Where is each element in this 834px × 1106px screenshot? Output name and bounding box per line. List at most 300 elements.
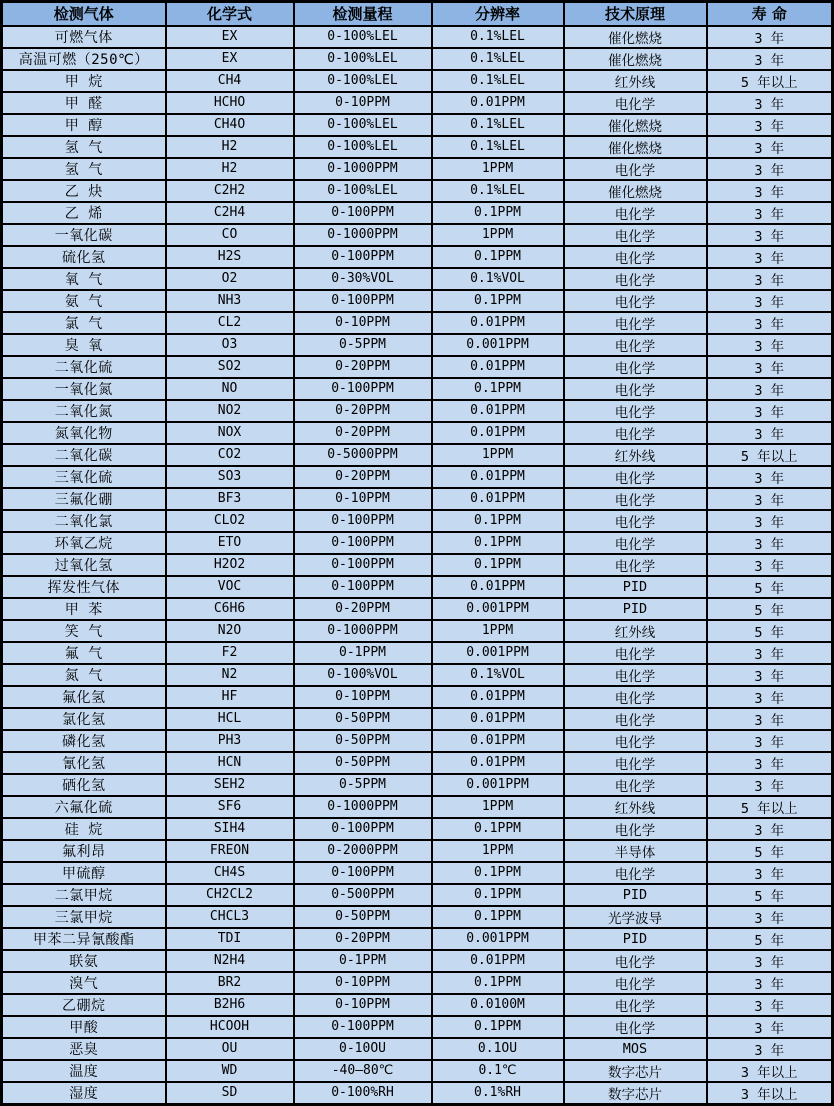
- resolution-cell: 0.01PPM: [432, 422, 564, 444]
- lifespan-cell: 3 年以上: [707, 1082, 833, 1105]
- gas-name-cell: 二氧化碳: [2, 444, 166, 466]
- formula-cell: SIH4: [166, 818, 294, 840]
- resolution-cell: 0.1PPM: [432, 246, 564, 268]
- formula-cell: N2: [166, 664, 294, 686]
- resolution-cell: 1PPM: [432, 224, 564, 246]
- lifespan-cell: 5 年: [707, 884, 833, 906]
- range-cell: 0-20PPM: [294, 356, 432, 378]
- table-row: [2, 1038, 833, 1060]
- table-row: [2, 488, 833, 510]
- gas-name-cell: 温度: [2, 1060, 166, 1082]
- principle-cell: 电化学: [564, 158, 707, 180]
- principle-cell: 电化学: [564, 774, 707, 796]
- range-cell: 0-50PPM: [294, 906, 432, 928]
- resolution-cell: 0.1%LEL: [432, 48, 564, 70]
- table-row: [2, 422, 833, 444]
- formula-cell: SEH2: [166, 774, 294, 796]
- table-row: [2, 598, 833, 620]
- resolution-cell: 0.1PPM: [432, 972, 564, 994]
- gas-name-cell: 高温可燃（250℃）: [2, 48, 166, 70]
- lifespan-cell: 3 年: [707, 862, 833, 884]
- principle-cell: 电化学: [564, 1016, 707, 1038]
- principle-cell: 电化学: [564, 510, 707, 532]
- table-row: [2, 114, 833, 136]
- table-row: [2, 752, 833, 774]
- formula-cell: H2S: [166, 246, 294, 268]
- resolution-cell: 0.1PPM: [432, 862, 564, 884]
- principle-cell: 催化燃烧: [564, 114, 707, 136]
- header-principle: 技术原理: [564, 2, 707, 26]
- table-row: [2, 290, 833, 312]
- range-cell: 0-5PPM: [294, 334, 432, 356]
- lifespan-cell: 5 年以上: [707, 444, 833, 466]
- resolution-cell: 0.1%LEL: [432, 136, 564, 158]
- gas-name-cell: 三氯甲烷: [2, 906, 166, 928]
- gas-name-cell: 二氯甲烷: [2, 884, 166, 906]
- lifespan-cell: 5 年: [707, 576, 833, 598]
- formula-cell: CLO2: [166, 510, 294, 532]
- table-row: [2, 532, 833, 554]
- principle-cell: 电化学: [564, 950, 707, 972]
- range-cell: 0-2000PPM: [294, 840, 432, 862]
- lifespan-cell: 3 年: [707, 906, 833, 928]
- lifespan-cell: 3 年: [707, 136, 833, 158]
- principle-cell: 红外线: [564, 70, 707, 92]
- table-row: [2, 334, 833, 356]
- gas-name-cell: 氟化氢: [2, 686, 166, 708]
- range-cell: 0-50PPM: [294, 752, 432, 774]
- gas-name-cell: 恶臭: [2, 1038, 166, 1060]
- range-cell: 0-100PPM: [294, 378, 432, 400]
- resolution-cell: 0.1%VOL: [432, 664, 564, 686]
- principle-cell: 电化学: [564, 730, 707, 752]
- range-cell: 0-100PPM: [294, 576, 432, 598]
- table-row: [2, 224, 833, 246]
- formula-cell: FREON: [166, 840, 294, 862]
- gas-name-cell: 甲 醛: [2, 92, 166, 114]
- gas-name-cell: 甲 烷: [2, 70, 166, 92]
- principle-cell: 光学波导: [564, 906, 707, 928]
- formula-cell: H2O2: [166, 554, 294, 576]
- principle-cell: 电化学: [564, 290, 707, 312]
- gas-name-cell: 硒化氢: [2, 774, 166, 796]
- formula-cell: CH2CL2: [166, 884, 294, 906]
- range-cell: 0-100PPM: [294, 532, 432, 554]
- lifespan-cell: 5 年以上: [707, 70, 833, 92]
- resolution-cell: 0.1PPM: [432, 884, 564, 906]
- gas-name-cell: 二氧化硫: [2, 356, 166, 378]
- resolution-cell: 1PPM: [432, 620, 564, 642]
- table-row: [2, 312, 833, 334]
- table-row: [2, 400, 833, 422]
- principle-cell: 红外线: [564, 444, 707, 466]
- formula-cell: TDI: [166, 928, 294, 950]
- resolution-cell: 0.1PPM: [432, 202, 564, 224]
- table-row: [2, 1082, 833, 1105]
- lifespan-cell: 3 年: [707, 334, 833, 356]
- gas-name-cell: 溴气: [2, 972, 166, 994]
- range-cell: 0-50PPM: [294, 730, 432, 752]
- formula-cell: O3: [166, 334, 294, 356]
- principle-cell: 电化学: [564, 818, 707, 840]
- range-cell: 0-50PPM: [294, 708, 432, 730]
- resolution-cell: 1PPM: [432, 158, 564, 180]
- principle-cell: MOS: [564, 1038, 707, 1060]
- lifespan-cell: 3 年: [707, 488, 833, 510]
- lifespan-cell: 3 年: [707, 708, 833, 730]
- gas-name-cell: 甲苯二异氰酸酯: [2, 928, 166, 950]
- formula-cell: NO: [166, 378, 294, 400]
- formula-cell: F2: [166, 642, 294, 664]
- range-cell: 0-30%VOL: [294, 268, 432, 290]
- lifespan-cell: 3 年: [707, 48, 833, 70]
- gas-name-cell: 氯化氢: [2, 708, 166, 730]
- formula-cell: BF3: [166, 488, 294, 510]
- gas-name-cell: 氧 气: [2, 268, 166, 290]
- resolution-cell: 0.1%LEL: [432, 70, 564, 92]
- principle-cell: 催化燃烧: [564, 180, 707, 202]
- formula-cell: C2H2: [166, 180, 294, 202]
- table-row: [2, 730, 833, 752]
- lifespan-cell: 3 年以上: [707, 1060, 833, 1082]
- lifespan-cell: 3 年: [707, 180, 833, 202]
- gas-name-cell: 联氨: [2, 950, 166, 972]
- resolution-cell: 0.01PPM: [432, 466, 564, 488]
- formula-cell: NO2: [166, 400, 294, 422]
- principle-cell: 电化学: [564, 994, 707, 1016]
- range-cell: 0-5000PPM: [294, 444, 432, 466]
- table-row: [2, 906, 833, 928]
- gas-name-cell: 氰化氢: [2, 752, 166, 774]
- range-cell: 0-10PPM: [294, 488, 432, 510]
- formula-cell: CL2: [166, 312, 294, 334]
- lifespan-cell: 3 年: [707, 994, 833, 1016]
- table-row: [2, 268, 833, 290]
- resolution-cell: 0.01PPM: [432, 752, 564, 774]
- formula-cell: O2: [166, 268, 294, 290]
- table-row: [2, 92, 833, 114]
- resolution-cell: 0.01PPM: [432, 950, 564, 972]
- table-body: [2, 26, 833, 1105]
- principle-cell: 催化燃烧: [564, 26, 707, 48]
- range-cell: 0-100%VOL: [294, 664, 432, 686]
- resolution-cell: 0.1PPM: [432, 510, 564, 532]
- principle-cell: 电化学: [564, 862, 707, 884]
- principle-cell: 电化学: [564, 312, 707, 334]
- resolution-cell: 0.1PPM: [432, 554, 564, 576]
- lifespan-cell: 3 年: [707, 1038, 833, 1060]
- lifespan-cell: 3 年: [707, 752, 833, 774]
- principle-cell: 电化学: [564, 686, 707, 708]
- table-row: [2, 642, 833, 664]
- resolution-cell: 0.001PPM: [432, 928, 564, 950]
- gas-name-cell: 硅 烷: [2, 818, 166, 840]
- header-gas-name: 检测气体: [2, 2, 166, 26]
- range-cell: 0-1000PPM: [294, 620, 432, 642]
- gas-name-cell: 环氧乙烷: [2, 532, 166, 554]
- lifespan-cell: 3 年: [707, 26, 833, 48]
- formula-cell: HCOOH: [166, 1016, 294, 1038]
- lifespan-cell: 3 年: [707, 642, 833, 664]
- resolution-cell: 0.1OU: [432, 1038, 564, 1060]
- range-cell: 0-100PPM: [294, 862, 432, 884]
- range-cell: 0-100%LEL: [294, 70, 432, 92]
- table-row: [2, 26, 833, 48]
- gas-name-cell: 乙硼烷: [2, 994, 166, 1016]
- formula-cell: EX: [166, 48, 294, 70]
- table-row: [2, 708, 833, 730]
- resolution-cell: 0.01PPM: [432, 488, 564, 510]
- principle-cell: 电化学: [564, 642, 707, 664]
- principle-cell: 电化学: [564, 224, 707, 246]
- resolution-cell: 0.1%LEL: [432, 26, 564, 48]
- principle-cell: 电化学: [564, 466, 707, 488]
- formula-cell: SO2: [166, 356, 294, 378]
- principle-cell: PID: [564, 884, 707, 906]
- principle-cell: 红外线: [564, 796, 707, 818]
- table-row: [2, 796, 833, 818]
- range-cell: 0-1000PPM: [294, 796, 432, 818]
- header-row: [2, 2, 833, 26]
- lifespan-cell: 3 年: [707, 422, 833, 444]
- table-row: [2, 818, 833, 840]
- formula-cell: C2H4: [166, 202, 294, 224]
- lifespan-cell: 3 年: [707, 510, 833, 532]
- table-row: [2, 48, 833, 70]
- resolution-cell: 0.0100M: [432, 994, 564, 1016]
- resolution-cell: 0.1PPM: [432, 378, 564, 400]
- lifespan-cell: 3 年: [707, 664, 833, 686]
- gas-name-cell: 氨 气: [2, 290, 166, 312]
- formula-cell: EX: [166, 26, 294, 48]
- gas-name-cell: 二氧化氯: [2, 510, 166, 532]
- formula-cell: CH4S: [166, 862, 294, 884]
- gas-name-cell: 六氟化硫: [2, 796, 166, 818]
- range-cell: 0-500PPM: [294, 884, 432, 906]
- formula-cell: SD: [166, 1082, 294, 1105]
- resolution-cell: 0.1%VOL: [432, 268, 564, 290]
- resolution-cell: 1PPM: [432, 840, 564, 862]
- range-cell: 0-100%RH: [294, 1082, 432, 1105]
- gas-name-cell: 过氧化氢: [2, 554, 166, 576]
- resolution-cell: 0.01PPM: [432, 400, 564, 422]
- range-cell: 0-20PPM: [294, 598, 432, 620]
- formula-cell: WD: [166, 1060, 294, 1082]
- principle-cell: 电化学: [564, 268, 707, 290]
- range-cell: 0-10PPM: [294, 972, 432, 994]
- table-row: [2, 862, 833, 884]
- formula-cell: H2: [166, 158, 294, 180]
- range-cell: 0-5PPM: [294, 774, 432, 796]
- table-row: [2, 576, 833, 598]
- formula-cell: CH4O: [166, 114, 294, 136]
- resolution-cell: 0.1PPM: [432, 818, 564, 840]
- range-cell: 0-10PPM: [294, 92, 432, 114]
- lifespan-cell: 3 年: [707, 400, 833, 422]
- lifespan-cell: 3 年: [707, 466, 833, 488]
- range-cell: 0-100PPM: [294, 554, 432, 576]
- range-cell: 0-100PPM: [294, 818, 432, 840]
- range-cell: 0-100PPM: [294, 290, 432, 312]
- table-row: [2, 510, 833, 532]
- table-row: [2, 378, 833, 400]
- resolution-cell: 0.01PPM: [432, 708, 564, 730]
- lifespan-cell: 3 年: [707, 268, 833, 290]
- formula-cell: CHCL3: [166, 906, 294, 928]
- range-cell: 0-10PPM: [294, 312, 432, 334]
- table-row: [2, 884, 833, 906]
- formula-cell: ETO: [166, 532, 294, 554]
- gas-name-cell: 甲酸: [2, 1016, 166, 1038]
- lifespan-cell: 3 年: [707, 950, 833, 972]
- lifespan-cell: 5 年: [707, 840, 833, 862]
- formula-cell: SF6: [166, 796, 294, 818]
- lifespan-cell: 3 年: [707, 290, 833, 312]
- resolution-cell: 0.1%RH: [432, 1082, 564, 1105]
- lifespan-cell: 3 年: [707, 114, 833, 136]
- resolution-cell: 1PPM: [432, 796, 564, 818]
- table-row: [2, 928, 833, 950]
- gas-name-cell: 二氧化氮: [2, 400, 166, 422]
- lifespan-cell: 3 年: [707, 730, 833, 752]
- formula-cell: C6H6: [166, 598, 294, 620]
- resolution-cell: 0.01PPM: [432, 92, 564, 114]
- formula-cell: BR2: [166, 972, 294, 994]
- range-cell: 0-10OU: [294, 1038, 432, 1060]
- table-row: [2, 774, 833, 796]
- principle-cell: PID: [564, 598, 707, 620]
- gas-name-cell: 乙 烯: [2, 202, 166, 224]
- gas-name-cell: 三氧化硫: [2, 466, 166, 488]
- range-cell: 0-1000PPM: [294, 158, 432, 180]
- resolution-cell: 0.1PPM: [432, 1016, 564, 1038]
- table-row: [2, 356, 833, 378]
- lifespan-cell: 3 年: [707, 1016, 833, 1038]
- table-row: [2, 664, 833, 686]
- lifespan-cell: 5 年以上: [707, 796, 833, 818]
- table-row: [2, 686, 833, 708]
- principle-cell: 电化学: [564, 488, 707, 510]
- range-cell: 0-100%LEL: [294, 48, 432, 70]
- gas-name-cell: 氯 气: [2, 312, 166, 334]
- principle-cell: 电化学: [564, 554, 707, 576]
- principle-cell: 催化燃烧: [564, 48, 707, 70]
- table-row: [2, 444, 833, 466]
- lifespan-cell: 3 年: [707, 818, 833, 840]
- principle-cell: 数字芯片: [564, 1082, 707, 1105]
- formula-cell: OU: [166, 1038, 294, 1060]
- range-cell: 0-20PPM: [294, 466, 432, 488]
- principle-cell: 催化燃烧: [564, 136, 707, 158]
- resolution-cell: 0.01PPM: [432, 686, 564, 708]
- resolution-cell: 0.1PPM: [432, 532, 564, 554]
- resolution-cell: 0.001PPM: [432, 642, 564, 664]
- range-cell: 0-100PPM: [294, 510, 432, 532]
- formula-cell: HCHO: [166, 92, 294, 114]
- range-cell: 0-100%LEL: [294, 136, 432, 158]
- lifespan-cell: 3 年: [707, 554, 833, 576]
- lifespan-cell: 5 年: [707, 620, 833, 642]
- lifespan-cell: 3 年: [707, 378, 833, 400]
- lifespan-cell: 3 年: [707, 224, 833, 246]
- principle-cell: 电化学: [564, 92, 707, 114]
- gas-name-cell: 可燃气体: [2, 26, 166, 48]
- resolution-cell: 0.001PPM: [432, 598, 564, 620]
- header-formula: 化学式: [166, 2, 294, 26]
- table-row: [2, 70, 833, 92]
- formula-cell: NH3: [166, 290, 294, 312]
- principle-cell: 电化学: [564, 422, 707, 444]
- table-row: [2, 180, 833, 202]
- range-cell: 0-1PPM: [294, 642, 432, 664]
- principle-cell: 电化学: [564, 972, 707, 994]
- gas-name-cell: 氢 气: [2, 136, 166, 158]
- principle-cell: 电化学: [564, 532, 707, 554]
- range-cell: 0-1000PPM: [294, 224, 432, 246]
- resolution-cell: 0.1PPM: [432, 290, 564, 312]
- gas-name-cell: 湿度: [2, 1082, 166, 1105]
- resolution-cell: 0.01PPM: [432, 576, 564, 598]
- range-cell: 0-20PPM: [294, 422, 432, 444]
- principle-cell: 电化学: [564, 356, 707, 378]
- formula-cell: N2H4: [166, 950, 294, 972]
- table-row: [2, 202, 833, 224]
- gas-name-cell: 甲硫醇: [2, 862, 166, 884]
- header-resolution: 分辨率: [432, 2, 564, 26]
- gas-name-cell: 磷化氢: [2, 730, 166, 752]
- principle-cell: 红外线: [564, 620, 707, 642]
- table-row: [2, 994, 833, 1016]
- principle-cell: 电化学: [564, 752, 707, 774]
- gas-name-cell: 臭 氧: [2, 334, 166, 356]
- range-cell: 0-100PPM: [294, 1016, 432, 1038]
- formula-cell: VOC: [166, 576, 294, 598]
- gas-name-cell: 氟 气: [2, 642, 166, 664]
- range-cell: 0-100%LEL: [294, 26, 432, 48]
- range-cell: 0-20PPM: [294, 928, 432, 950]
- gas-name-cell: 氮 气: [2, 664, 166, 686]
- resolution-cell: 0.1%LEL: [432, 114, 564, 136]
- lifespan-cell: 3 年: [707, 158, 833, 180]
- resolution-cell: 0.01PPM: [432, 356, 564, 378]
- range-cell: -40—80℃: [294, 1060, 432, 1082]
- resolution-cell: 0.001PPM: [432, 334, 564, 356]
- header-lifespan: 寿 命: [707, 2, 833, 26]
- formula-cell: N2O: [166, 620, 294, 642]
- lifespan-cell: 3 年: [707, 774, 833, 796]
- formula-cell: B2H6: [166, 994, 294, 1016]
- principle-cell: 电化学: [564, 202, 707, 224]
- table-row: [2, 136, 833, 158]
- gas-name-cell: 氢 气: [2, 158, 166, 180]
- principle-cell: 数字芯片: [564, 1060, 707, 1082]
- principle-cell: 电化学: [564, 334, 707, 356]
- table-row: [2, 158, 833, 180]
- lifespan-cell: 5 年: [707, 598, 833, 620]
- lifespan-cell: 3 年: [707, 246, 833, 268]
- gas-name-cell: 甲 醇: [2, 114, 166, 136]
- table-row: [2, 1060, 833, 1082]
- formula-cell: PH3: [166, 730, 294, 752]
- formula-cell: HCN: [166, 752, 294, 774]
- lifespan-cell: 3 年: [707, 972, 833, 994]
- lifespan-cell: 3 年: [707, 686, 833, 708]
- formula-cell: CO: [166, 224, 294, 246]
- gas-name-cell: 笑 气: [2, 620, 166, 642]
- range-cell: 0-100%LEL: [294, 114, 432, 136]
- gas-name-cell: 一氧化氮: [2, 378, 166, 400]
- table-row: [2, 972, 833, 994]
